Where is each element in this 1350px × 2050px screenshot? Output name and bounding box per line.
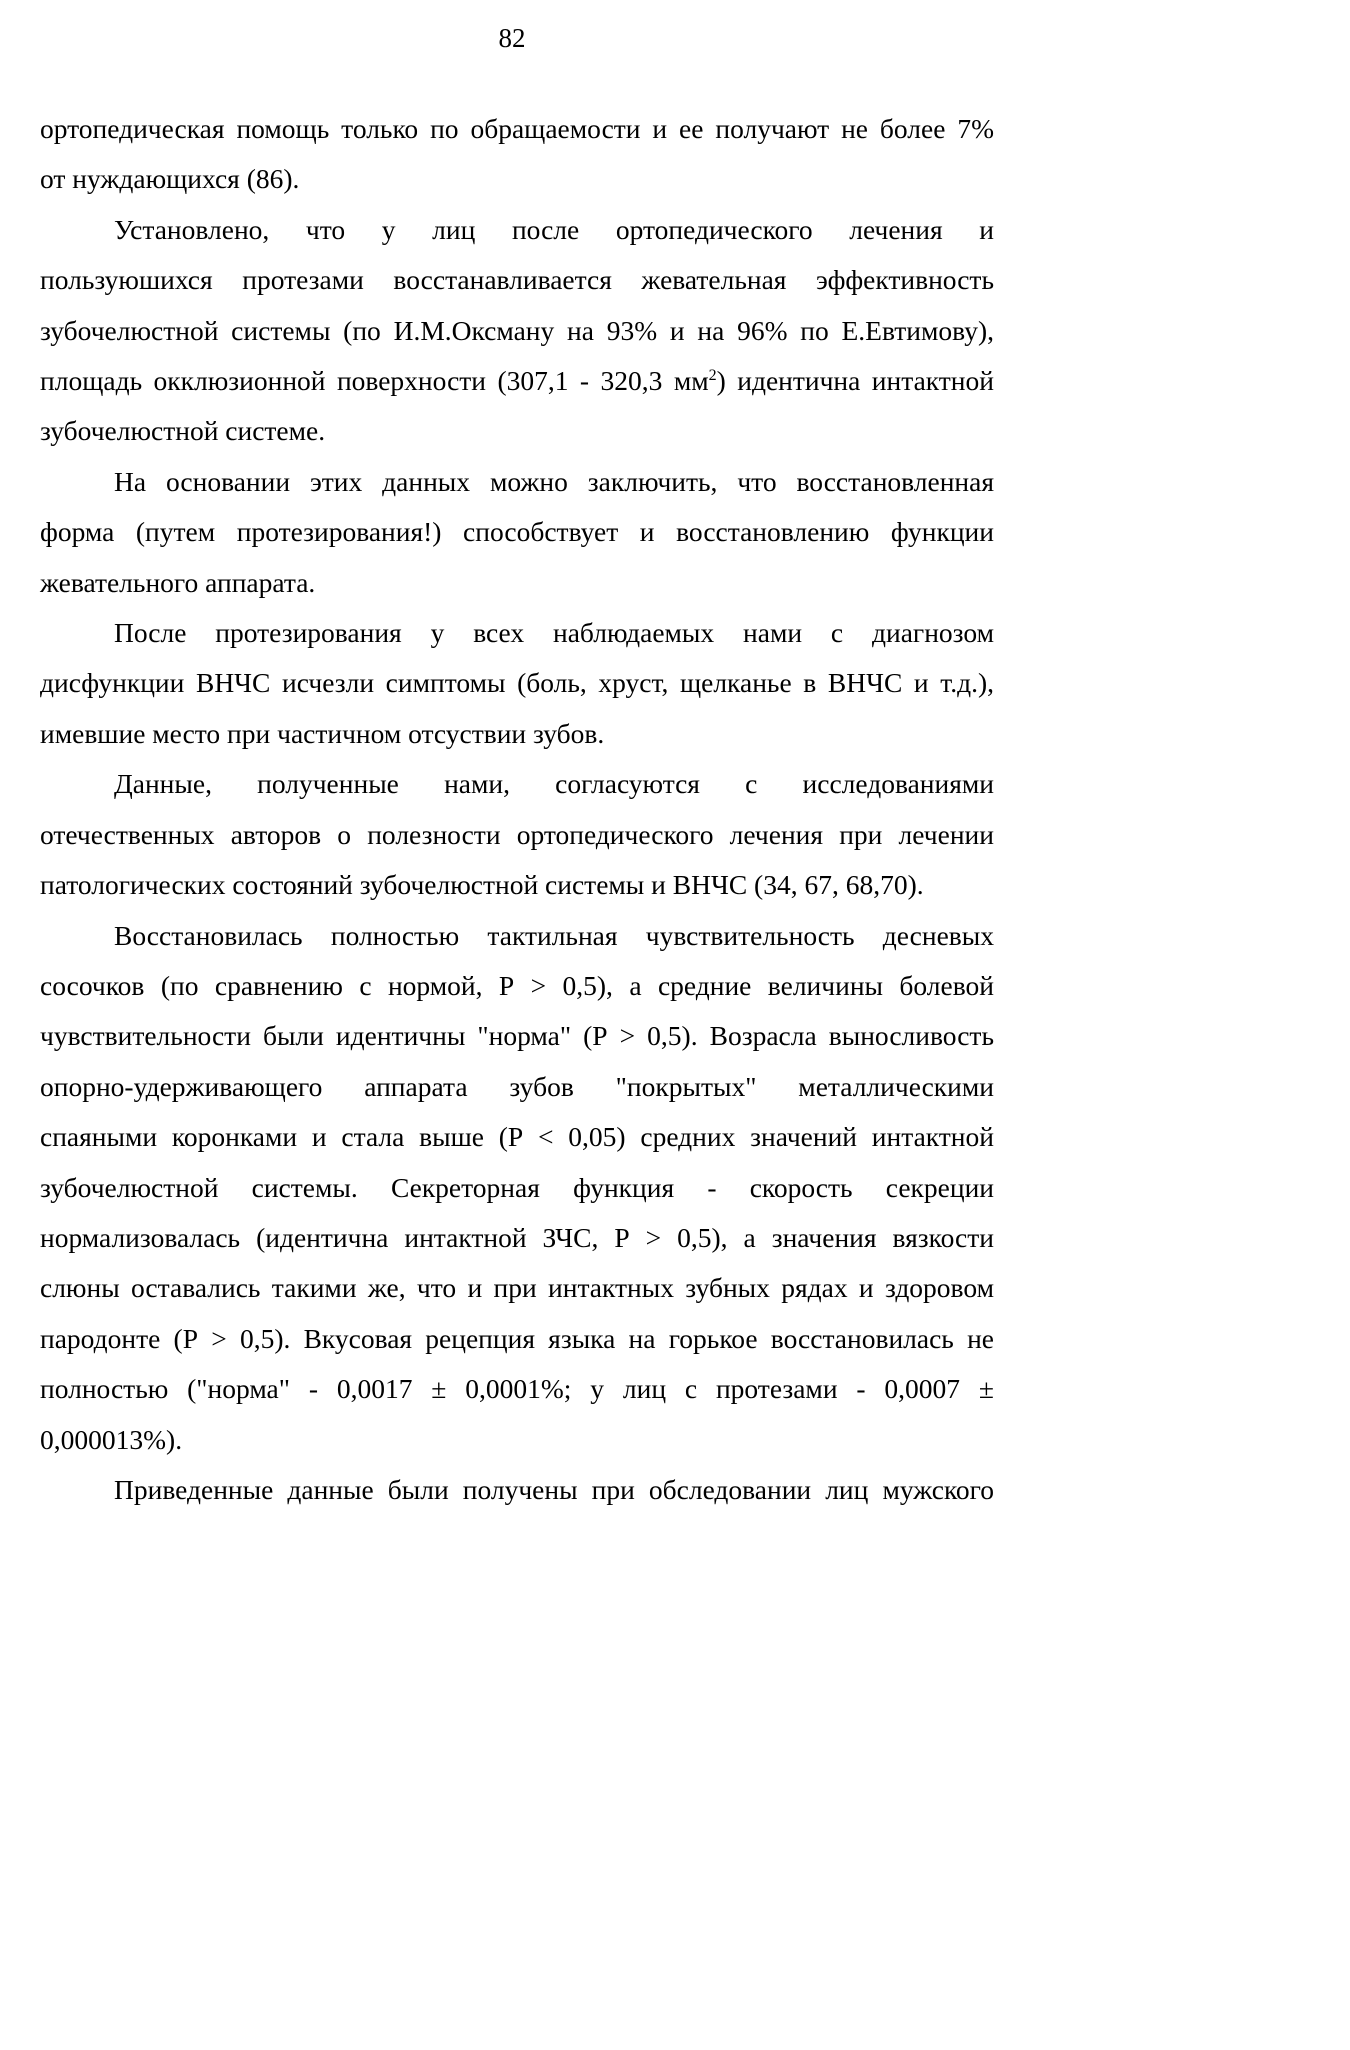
text-line: пародонте (Р > 0,5). Вкусовая рецепция языка на горькое восстановилась не — [40, 1322, 994, 1354]
text-line: После протезирования у всех наблюдаемых нами с диагнозом — [114, 617, 994, 649]
paragraph-4 — [40, 608, 994, 759]
text-line: отечественных авторов о полезности ортопедического лечения при лечении — [40, 818, 994, 850]
text-line: Данные, полученные нами, согласуются с исследованиями — [114, 768, 994, 800]
text-fragment: площадь окклюзионной поверхности (307,1 - 320,3 мм — [40, 365, 709, 397]
text-line: дисфункции ВНЧС исчезли симптомы (боль, хруст, щелканье в ВНЧС и т.д.), — [40, 667, 994, 699]
text-line: сосочков (по сравнению с нормой, Р > 0,5), а средние величины болевой — [40, 969, 994, 1001]
paragraph-1 — [40, 104, 994, 205]
paragraph-6 — [40, 911, 994, 1465]
text-line: зубочелюстной системы (по И.М.Оксману на 93% и на 96% по Е.Евтимову), — [40, 314, 994, 346]
text-line: форма (путем протезирования!) способствует и восстановлению функции — [40, 516, 994, 548]
paragraph-5 — [40, 759, 994, 910]
text-line: полностью ("норма" - 0,0017 ± 0,0001%; у лиц с протезами - 0,0007 ± — [40, 1373, 994, 1405]
text-line: зубочелюстной системы. Секреторная функция - скорость секреции — [40, 1171, 994, 1203]
text-line: чувствительности были идентичны "норма" (Р > 0,5). Возрасла выносливость — [40, 1020, 994, 1052]
text-line: Восстановилась полностью тактильная чувствительность десневых — [114, 919, 994, 951]
text-fragment: ) идентична интактной — [716, 365, 994, 397]
text-line: Приведенные данные были получены при обследовании лиц мужского — [114, 1473, 994, 1505]
text-line: слюны оставались такими же, что и при интактных зубных рядах и здоровом — [40, 1272, 994, 1304]
text-line: На основании этих данных можно заключить, что восстановленная — [114, 465, 994, 497]
text-line: зубочелюстной системе. — [40, 415, 326, 447]
text-line: нормализовалась (идентична интактной ЗЧС, Р > 0,5), а значения вязкости — [40, 1221, 994, 1253]
text-line: жевательного аппарата. — [40, 566, 316, 598]
text-line: Установлено, что у лиц после ортопедического лечения и — [114, 213, 994, 245]
text-line: от нуждающихся (86). — [40, 163, 300, 195]
text-line: опорно-удерживающего аппарата зубов "покрытых" металлическими — [40, 1070, 994, 1102]
text-line: пользуюшихся протезами восстанавливается жевательная эффективность — [40, 264, 994, 296]
text-line: 0,000013%). — [40, 1423, 183, 1455]
body-text — [40, 104, 994, 1515]
paragraph-3 — [40, 457, 994, 608]
text-line: ортопедическая помощь только по обращаемости и ее получают не более 7% — [40, 113, 994, 144]
paragraph-7 — [40, 1465, 994, 1515]
text-line: имевшие место при частичном отсуствии зубов. — [40, 717, 605, 749]
paragraph-2 — [40, 205, 994, 457]
text-line-with-superscript — [40, 356, 994, 406]
superscript: 2 — [708, 366, 717, 384]
text-line: спаяными коронками и стала выше (Р < 0,05) средних значений интактной — [40, 1121, 994, 1153]
text-line: патологических состояний зубочелюстной системы и ВНЧС (34, 67, 68,70). — [40, 869, 924, 901]
page-number: 82 — [498, 23, 526, 53]
